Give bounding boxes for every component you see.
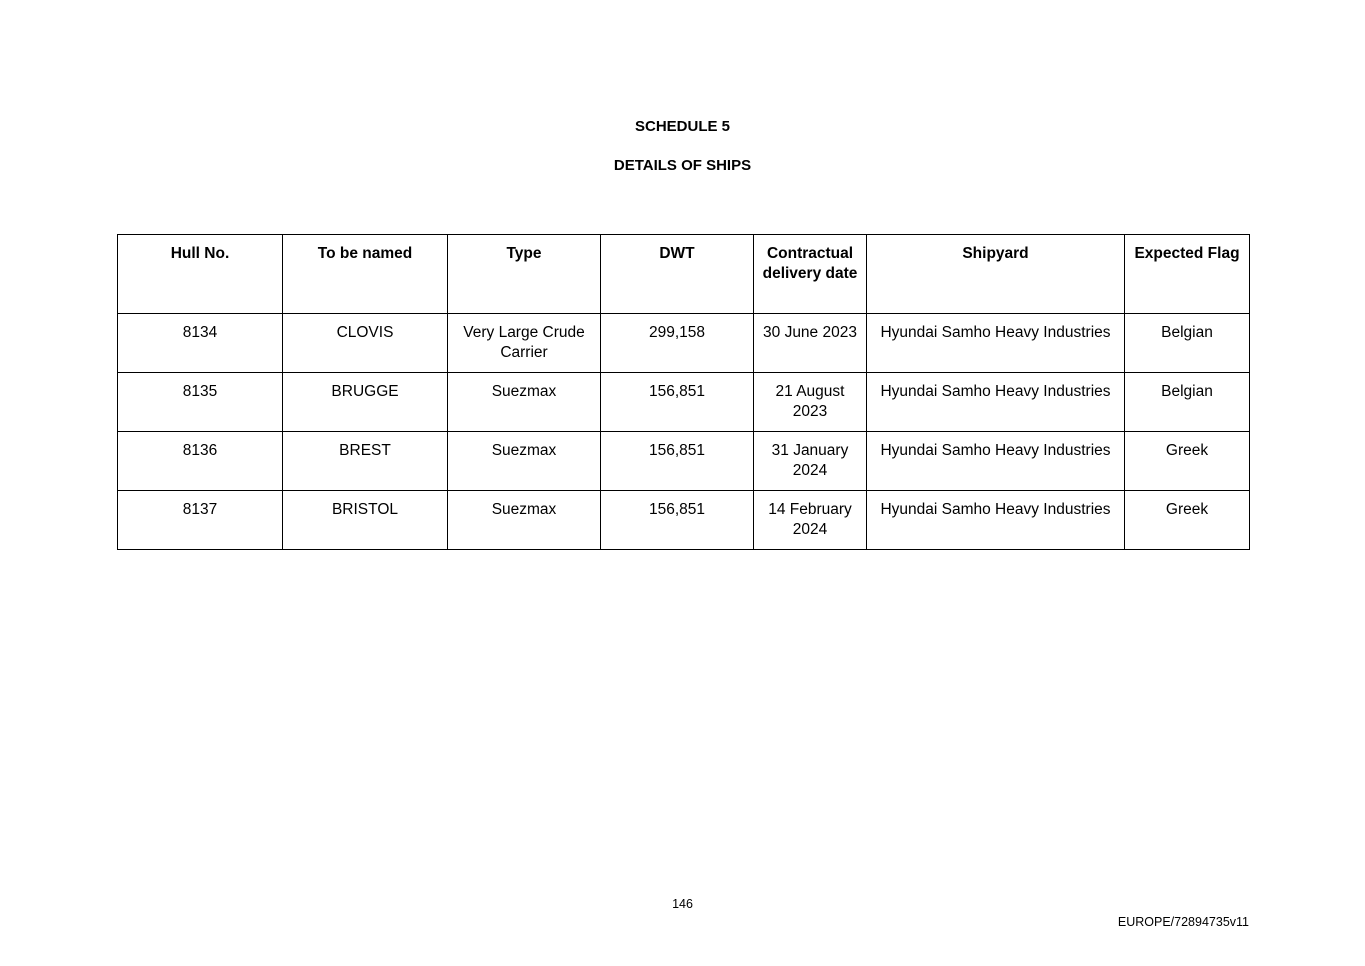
cell-hull-no: 8135 [118, 373, 283, 432]
table-row [118, 491, 1250, 550]
cell-hull-no: 8136 [118, 432, 283, 491]
cell-type: Suezmax [448, 432, 601, 491]
cell-type: Very Large Crude Carrier [448, 314, 601, 373]
header-shipyard: Shipyard [867, 235, 1125, 314]
cell-hull-no: 8134 [118, 314, 283, 373]
cell-shipyard: Hyundai Samho Heavy Industries [867, 314, 1125, 373]
cell-type: Suezmax [448, 491, 601, 550]
cell-dwt: 299,158 [601, 314, 754, 373]
header-dwt: DWT [601, 235, 754, 314]
cell-shipyard: Hyundai Samho Heavy Industries [867, 491, 1125, 550]
cell-shipyard: Hyundai Samho Heavy Industries [867, 373, 1125, 432]
cell-delivery-date: 31 January 2024 [754, 432, 867, 491]
cell-type: Suezmax [448, 373, 601, 432]
cell-hull-no: 8137 [118, 491, 283, 550]
document-reference: EUROPE/72894735v11 [1117, 915, 1249, 929]
cell-expected-flag: Greek [1125, 432, 1250, 491]
details-title: DETAILS OF SHIPS [613, 157, 752, 174]
cell-dwt: 156,851 [601, 491, 754, 550]
cell-expected-flag: Belgian [1125, 314, 1250, 373]
cell-ship-name: BRUGGE [283, 373, 448, 432]
page-number: 146 [672, 897, 693, 911]
header-delivery-date: Contractual delivery date [754, 235, 867, 314]
schedule-title: SCHEDULE 5 [634, 118, 731, 135]
cell-expected-flag: Belgian [1125, 373, 1250, 432]
header-to-be-named: To be named [283, 235, 448, 314]
cell-delivery-date: 14 February 2024 [754, 491, 867, 550]
cell-delivery-date: 30 June 2023 [754, 314, 867, 373]
table-row [118, 314, 1250, 373]
ships-table [117, 234, 1250, 550]
cell-ship-name: BRISTOL [283, 491, 448, 550]
cell-delivery-date: 21 August 2023 [754, 373, 867, 432]
header-hull-no: Hull No. [118, 235, 283, 314]
table-header-row [118, 235, 1250, 314]
cell-ship-name: BREST [283, 432, 448, 491]
table-row [118, 373, 1250, 432]
cell-shipyard: Hyundai Samho Heavy Industries [867, 432, 1125, 491]
table-row [118, 432, 1250, 491]
cell-expected-flag: Greek [1125, 491, 1250, 550]
cell-dwt: 156,851 [601, 373, 754, 432]
cell-dwt: 156,851 [601, 432, 754, 491]
cell-ship-name: CLOVIS [283, 314, 448, 373]
header-expected-flag: Expected Flag [1125, 235, 1250, 314]
header-type: Type [448, 235, 601, 314]
